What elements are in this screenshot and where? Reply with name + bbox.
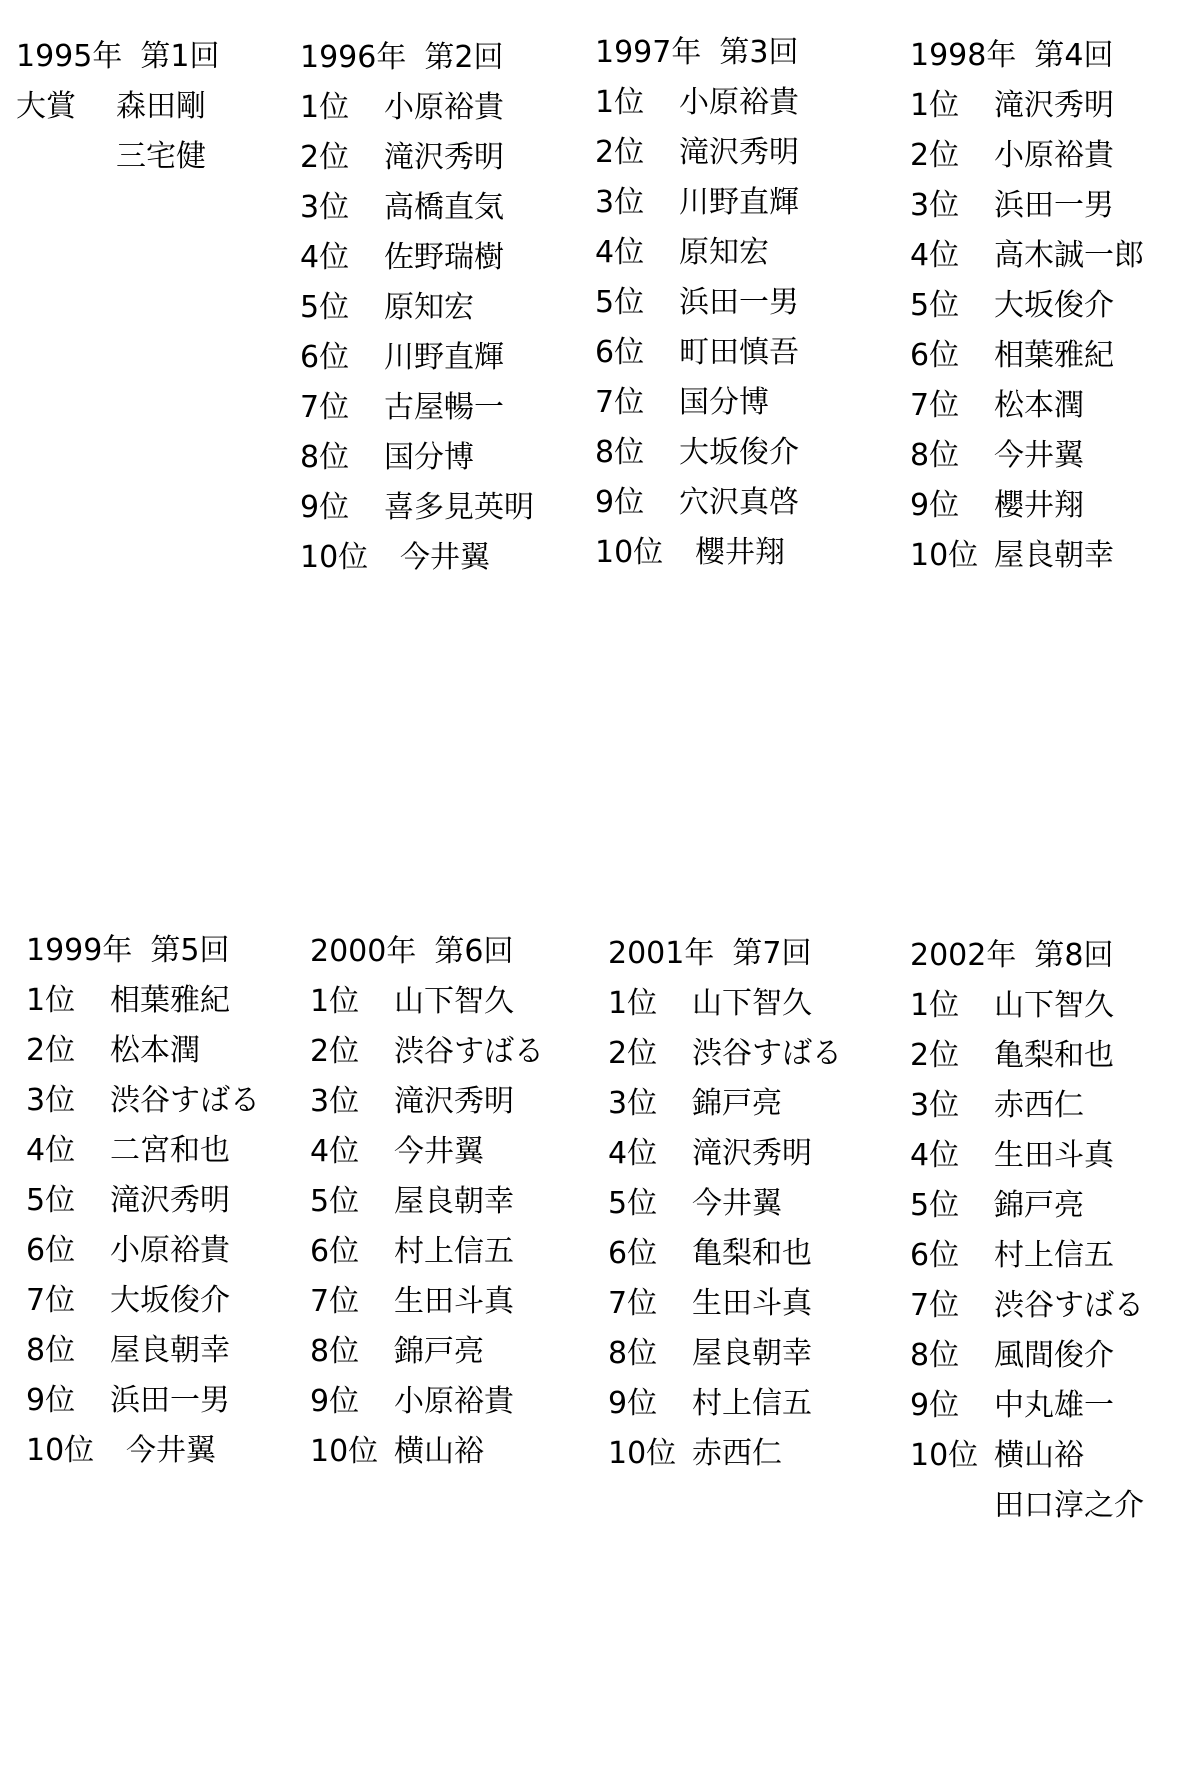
rank-row bbox=[595, 228, 799, 278]
rank-row bbox=[910, 1081, 1144, 1131]
rank-row bbox=[910, 1381, 1144, 1431]
rank-label: 4位 bbox=[910, 238, 960, 273]
rank-row bbox=[310, 1377, 544, 1427]
person-name: 松本潤 bbox=[994, 388, 1084, 423]
person-name: 生田斗真 bbox=[994, 1138, 1114, 1173]
person-name: 滝沢秀明 bbox=[384, 140, 504, 175]
rank-row bbox=[300, 283, 534, 333]
rank-row bbox=[910, 1131, 1144, 1181]
person-name: 大坂俊介 bbox=[110, 1283, 230, 1318]
person-name: 風間俊介 bbox=[994, 1338, 1114, 1373]
rank-row bbox=[910, 1181, 1144, 1231]
rank-label: 4位 bbox=[310, 1134, 360, 1169]
person-name: 屋良朝幸 bbox=[394, 1184, 514, 1219]
rank-row bbox=[910, 1481, 1144, 1531]
rank-label: 1位 bbox=[310, 984, 360, 1019]
person-name: 小原裕貴 bbox=[110, 1233, 230, 1268]
person-name: 原知宏 bbox=[679, 235, 769, 270]
rank-row bbox=[16, 82, 219, 132]
rank-row bbox=[608, 1079, 842, 1129]
rank-label: 2位 bbox=[595, 135, 645, 170]
rank-label: 1位 bbox=[26, 983, 76, 1018]
rank-row bbox=[910, 481, 1144, 531]
rank-label: 5位 bbox=[300, 290, 350, 325]
year-block-1995 bbox=[16, 32, 219, 182]
person-name: 滝沢秀明 bbox=[994, 88, 1114, 123]
person-name: 原知宏 bbox=[384, 290, 474, 325]
rank-row bbox=[310, 1277, 544, 1327]
round-label: 第3回 bbox=[719, 35, 799, 70]
person-name: 小原裕貴 bbox=[679, 85, 799, 120]
person-name: 錦戸亮 bbox=[692, 1086, 782, 1121]
rank-label: 8位 bbox=[910, 1338, 960, 1373]
person-name: 村上信五 bbox=[394, 1234, 514, 1269]
year-block-1999 bbox=[26, 926, 260, 1476]
person-name: 浜田一男 bbox=[110, 1383, 230, 1418]
round-label: 第1回 bbox=[140, 39, 220, 74]
person-name: 今井翼 bbox=[394, 1134, 484, 1169]
year-header bbox=[910, 31, 1144, 81]
person-name: 小原裕貴 bbox=[384, 90, 504, 125]
rank-row bbox=[26, 1026, 260, 1076]
rank-label: 4位 bbox=[608, 1136, 658, 1171]
rank-row bbox=[300, 383, 534, 433]
person-name: 渋谷すばる bbox=[394, 1034, 544, 1069]
person-name: 中丸雄一 bbox=[994, 1388, 1114, 1423]
rank-row bbox=[300, 233, 534, 283]
person-name: 山下智久 bbox=[692, 986, 812, 1021]
year-label: 1995年 bbox=[16, 39, 123, 74]
year-label: 1996年 bbox=[300, 40, 407, 75]
rank-row bbox=[608, 1229, 842, 1279]
rank-label: 9位 bbox=[300, 490, 350, 525]
person-name: 川野直輝 bbox=[679, 185, 799, 220]
year-label: 2000年 bbox=[310, 934, 417, 969]
rank-label: 4位 bbox=[910, 1138, 960, 1173]
person-name: 今井翼 bbox=[400, 540, 490, 575]
person-name: 今井翼 bbox=[994, 438, 1084, 473]
rank-label: 2位 bbox=[910, 1038, 960, 1073]
year-block-1996 bbox=[300, 33, 534, 583]
year-header bbox=[300, 33, 534, 83]
rank-label: 7位 bbox=[910, 1288, 960, 1323]
person-name: 赤西仁 bbox=[692, 1436, 782, 1471]
rank-row bbox=[910, 531, 1144, 581]
person-name: 山下智久 bbox=[394, 984, 514, 1019]
person-name: 亀梨和也 bbox=[692, 1236, 812, 1271]
person-name: 国分博 bbox=[679, 385, 769, 420]
person-name: 浜田一男 bbox=[994, 188, 1114, 223]
person-name: 山下智久 bbox=[994, 988, 1114, 1023]
rank-label: 7位 bbox=[26, 1283, 76, 1318]
person-name: 亀梨和也 bbox=[994, 1038, 1114, 1073]
rank-row bbox=[910, 331, 1144, 381]
rank-row bbox=[16, 132, 219, 182]
rank-label: 6位 bbox=[910, 1238, 960, 1273]
rank-label: 6位 bbox=[26, 1233, 76, 1268]
rank-label: 6位 bbox=[310, 1234, 360, 1269]
rank-label: 7位 bbox=[595, 385, 645, 420]
rank-row bbox=[300, 333, 534, 383]
person-name: 村上信五 bbox=[692, 1386, 812, 1421]
round-label: 第4回 bbox=[1034, 38, 1114, 73]
rank-row bbox=[310, 1177, 544, 1227]
rank-label: 3位 bbox=[608, 1086, 658, 1121]
person-name: 二宮和也 bbox=[110, 1133, 230, 1168]
person-name: 横山裕 bbox=[394, 1434, 484, 1469]
person-name: 滝沢秀明 bbox=[110, 1183, 230, 1218]
person-name: 滝沢秀明 bbox=[692, 1136, 812, 1171]
rank-label: 4位 bbox=[595, 235, 645, 270]
rank-label: 10位 bbox=[310, 1434, 379, 1469]
rank-row bbox=[26, 1176, 260, 1226]
rank-label: 8位 bbox=[595, 435, 645, 470]
person-name: 川野直輝 bbox=[384, 340, 504, 375]
rank-row bbox=[608, 1179, 842, 1229]
rank-row bbox=[608, 1379, 842, 1429]
rank-label: 9位 bbox=[595, 485, 645, 520]
rank-row bbox=[910, 81, 1144, 131]
person-name: 滝沢秀明 bbox=[394, 1084, 514, 1119]
rank-label: 7位 bbox=[310, 1284, 360, 1319]
rank-row bbox=[608, 1429, 842, 1479]
rank-row bbox=[910, 381, 1144, 431]
rank-row bbox=[26, 1076, 260, 1126]
rank-row bbox=[910, 981, 1144, 1031]
person-name: 赤西仁 bbox=[994, 1088, 1084, 1123]
rank-label: 9位 bbox=[910, 488, 960, 523]
person-name: 屋良朝幸 bbox=[692, 1336, 812, 1371]
rank-row bbox=[910, 1031, 1144, 1081]
rank-label: 10位 bbox=[595, 535, 664, 570]
rank-row bbox=[300, 133, 534, 183]
rank-label: 7位 bbox=[300, 390, 350, 425]
rank-label: 3位 bbox=[910, 188, 960, 223]
rank-row bbox=[26, 976, 260, 1026]
rank-row bbox=[26, 1226, 260, 1276]
person-name: 町田慎吾 bbox=[679, 335, 799, 370]
person-name: 小原裕貴 bbox=[394, 1384, 514, 1419]
rank-row bbox=[595, 428, 799, 478]
person-name: 相葉雅紀 bbox=[110, 983, 230, 1018]
rank-label: 1位 bbox=[300, 90, 350, 125]
rank-label: 5位 bbox=[608, 1186, 658, 1221]
rank-label: 9位 bbox=[310, 1384, 360, 1419]
rank-label: 5位 bbox=[595, 285, 645, 320]
person-name: 古屋暢一 bbox=[384, 390, 504, 425]
rank-row bbox=[310, 1127, 544, 1177]
rank-label: 9位 bbox=[26, 1383, 76, 1418]
year-header bbox=[26, 926, 260, 976]
round-label: 第5回 bbox=[150, 933, 230, 968]
rank-label: 3位 bbox=[26, 1083, 76, 1118]
rank-row bbox=[300, 483, 534, 533]
rank-row bbox=[310, 1427, 544, 1477]
round-label: 第6回 bbox=[434, 934, 514, 969]
rank-row bbox=[310, 1227, 544, 1277]
year-block-2000 bbox=[310, 927, 544, 1477]
rank-row bbox=[595, 528, 799, 578]
rank-row bbox=[910, 1281, 1144, 1331]
year-header bbox=[310, 927, 544, 977]
rank-label: 5位 bbox=[26, 1183, 76, 1218]
year-label: 2001年 bbox=[608, 936, 715, 971]
rank-label: 4位 bbox=[300, 240, 350, 275]
person-name: 滝沢秀明 bbox=[679, 135, 799, 170]
person-name: 屋良朝幸 bbox=[994, 538, 1114, 573]
rank-row bbox=[608, 1329, 842, 1379]
person-name: 今井翼 bbox=[126, 1433, 216, 1468]
year-header bbox=[910, 931, 1144, 981]
rank-row bbox=[595, 78, 799, 128]
year-block-2001 bbox=[608, 929, 842, 1479]
rank-label: 2位 bbox=[26, 1033, 76, 1068]
rank-row bbox=[26, 1276, 260, 1326]
person-name: 小原裕貴 bbox=[994, 138, 1114, 173]
rank-row bbox=[910, 231, 1144, 281]
year-block-1997 bbox=[595, 28, 799, 578]
year-label: 2002年 bbox=[910, 938, 1017, 973]
rank-label: 4位 bbox=[26, 1133, 76, 1168]
rank-row bbox=[910, 181, 1144, 231]
rank-label: 大賞 bbox=[16, 89, 76, 124]
rank-label: 10位 bbox=[910, 538, 979, 573]
person-name: 国分博 bbox=[384, 440, 474, 475]
round-label: 第2回 bbox=[424, 40, 504, 75]
person-name: 大坂俊介 bbox=[994, 288, 1114, 323]
rank-row bbox=[910, 1331, 1144, 1381]
year-header bbox=[595, 28, 799, 78]
rank-label: 3位 bbox=[310, 1084, 360, 1119]
person-name: 櫻井翔 bbox=[695, 535, 785, 570]
person-name: 今井翼 bbox=[692, 1186, 782, 1221]
rank-label: 3位 bbox=[300, 190, 350, 225]
rank-row bbox=[608, 1129, 842, 1179]
rank-row bbox=[595, 128, 799, 178]
rank-row bbox=[310, 1327, 544, 1377]
rank-label: 9位 bbox=[608, 1386, 658, 1421]
person-name: 生田斗真 bbox=[692, 1286, 812, 1321]
rank-row bbox=[910, 431, 1144, 481]
rank-row bbox=[608, 1279, 842, 1329]
round-label: 第7回 bbox=[732, 936, 812, 971]
person-name: 喜多見英明 bbox=[384, 490, 534, 525]
rank-row bbox=[910, 131, 1144, 181]
rank-row bbox=[608, 1029, 842, 1079]
rank-label: 2位 bbox=[310, 1034, 360, 1069]
year-block-1998 bbox=[910, 31, 1144, 581]
year-label: 1997年 bbox=[595, 35, 702, 70]
year-label: 1999年 bbox=[26, 933, 133, 968]
person-name: 相葉雅紀 bbox=[994, 338, 1114, 373]
person-name: 櫻井翔 bbox=[994, 488, 1084, 523]
rank-row bbox=[910, 1231, 1144, 1281]
person-name: 渋谷すばる bbox=[110, 1083, 260, 1118]
person-name: 佐野瑞樹 bbox=[384, 240, 504, 275]
rank-row bbox=[310, 1077, 544, 1127]
person-name: 松本潤 bbox=[110, 1033, 200, 1068]
rank-label: 6位 bbox=[608, 1236, 658, 1271]
rank-row bbox=[595, 178, 799, 228]
rank-label: 9位 bbox=[910, 1388, 960, 1423]
year-block-2002 bbox=[910, 931, 1144, 1531]
person-name: 浜田一男 bbox=[679, 285, 799, 320]
rank-label: 8位 bbox=[26, 1333, 76, 1368]
person-name: 大坂俊介 bbox=[679, 435, 799, 470]
person-name: 三宅健 bbox=[116, 139, 206, 174]
person-name: 屋良朝幸 bbox=[110, 1333, 230, 1368]
person-name: 錦戸亮 bbox=[994, 1188, 1084, 1223]
year-header bbox=[608, 929, 842, 979]
rank-label: 10位 bbox=[300, 540, 369, 575]
rank-label: 1位 bbox=[608, 986, 658, 1021]
person-name: 高木誠一郎 bbox=[994, 238, 1144, 273]
rank-label: 3位 bbox=[595, 185, 645, 220]
rank-label: 7位 bbox=[608, 1286, 658, 1321]
rank-label: 8位 bbox=[300, 440, 350, 475]
person-name: 田口淳之介 bbox=[994, 1488, 1144, 1523]
rank-row bbox=[595, 328, 799, 378]
rank-row bbox=[595, 478, 799, 528]
rank-label: 3位 bbox=[910, 1088, 960, 1123]
rank-label: 1位 bbox=[910, 88, 960, 123]
rank-row bbox=[26, 1376, 260, 1426]
rank-row bbox=[608, 979, 842, 1029]
person-name: 錦戸亮 bbox=[394, 1334, 484, 1369]
rank-row bbox=[300, 433, 534, 483]
year-label: 1998年 bbox=[910, 38, 1017, 73]
rank-label: 2位 bbox=[300, 140, 350, 175]
rank-row bbox=[26, 1126, 260, 1176]
rank-row bbox=[26, 1426, 260, 1476]
rank-row bbox=[300, 183, 534, 233]
rank-row bbox=[26, 1326, 260, 1376]
rank-label: 6位 bbox=[595, 335, 645, 370]
rank-label: 1位 bbox=[595, 85, 645, 120]
rank-label: 10位 bbox=[26, 1433, 95, 1468]
person-name: 森田剛 bbox=[116, 89, 206, 124]
rank-label: 10位 bbox=[608, 1436, 677, 1471]
rank-label: 8位 bbox=[910, 438, 960, 473]
rank-label: 2位 bbox=[910, 138, 960, 173]
rank-row bbox=[595, 278, 799, 328]
rank-label: 1位 bbox=[910, 988, 960, 1023]
rank-row bbox=[300, 83, 534, 133]
rank-row bbox=[595, 378, 799, 428]
rank-label: 7位 bbox=[910, 388, 960, 423]
year-header bbox=[16, 32, 219, 82]
rank-label: 5位 bbox=[910, 1188, 960, 1223]
rank-row bbox=[310, 1027, 544, 1077]
person-name: 生田斗真 bbox=[394, 1284, 514, 1319]
person-name: 横山裕 bbox=[994, 1438, 1084, 1473]
rank-row bbox=[300, 533, 534, 583]
rank-row bbox=[310, 977, 544, 1027]
rank-label: 2位 bbox=[608, 1036, 658, 1071]
person-name: 穴沢真啓 bbox=[679, 485, 799, 520]
person-name: 高橋直気 bbox=[384, 190, 504, 225]
rank-row bbox=[910, 281, 1144, 331]
round-label: 第8回 bbox=[1034, 938, 1114, 973]
rank-label: 5位 bbox=[310, 1184, 360, 1219]
rank-label: 8位 bbox=[310, 1334, 360, 1369]
rank-label: 6位 bbox=[300, 340, 350, 375]
rank-label: 5位 bbox=[910, 288, 960, 323]
person-name: 村上信五 bbox=[994, 1238, 1114, 1273]
person-name: 渋谷すばる bbox=[692, 1036, 842, 1071]
rank-label: 10位 bbox=[910, 1438, 979, 1473]
rank-row bbox=[910, 1431, 1144, 1481]
rank-label: 6位 bbox=[910, 338, 960, 373]
person-name: 渋谷すばる bbox=[994, 1288, 1144, 1323]
rank-label: 8位 bbox=[608, 1336, 658, 1371]
